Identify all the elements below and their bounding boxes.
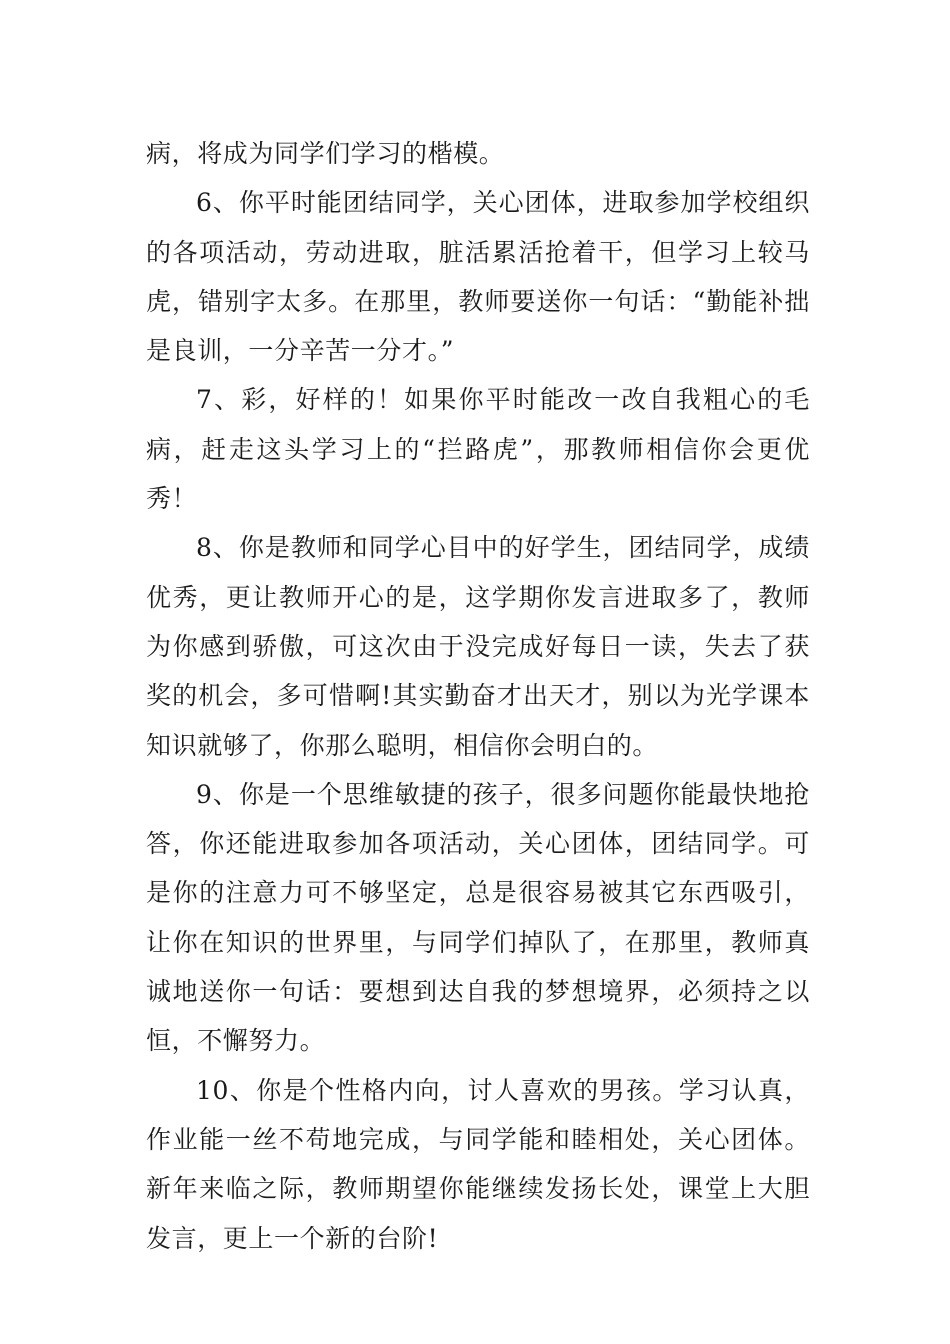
comment-paragraph-8: 8、你是教师和同学心目中的好学生，团结同学，成绩优秀，更让教师开心的是，这学期你发言进取多了，教师为你感到骄傲，可这次由于没完成好每日一读，失去了获奖的机会，多可惜啊!其实勤奋才出天才，别以为光学课本知识就够了，你那么聪明，相信你会明白的。: [146, 533, 810, 760]
comment-paragraph-9: 9、你是一个思维敏捷的孩子，很多问题你能最快地抢答，你还能进取参加各项活动，关心团体，团结同学。可是你的注意力可不够坚定，总是很容易被其它东西吸引，让你在知识的世界里，与同学们掉队了，在那里，教师真诚地送你一句话：要想到达自我的梦想境界，必须持之以恒，不懈努力。: [146, 779, 810, 1056]
document-body: [146, 129, 810, 1263]
comment-paragraph-7: 7、彩，好样的！如果你平时能改一改自我粗心的毛病，赶走这头学习上的“拦路虎”，那教师相信你会更优秀！: [146, 385, 810, 514]
comment-paragraph-6: 6、你平时能团结同学，关心团体，进取参加学校组织的各项活动，劳动进取，脏活累活抢着干，但学习上较马虎，错别字太多。在那里，教师要送你一句话：“勤能补拙是良训，一分辛苦一分才。”: [146, 188, 810, 366]
paragraph-continued: 病，将成为同学们学习的楷模。: [146, 139, 505, 168]
comment-paragraph-10: 10、你是个性格内向，讨人喜欢的男孩。学习认真，作业能一丝不苟地完成，与同学能和睦相处，关心团体。新年来临之际，教师期望你能继续发扬长处，课堂上大胆发言，更上一个新的台阶!: [146, 1075, 810, 1253]
